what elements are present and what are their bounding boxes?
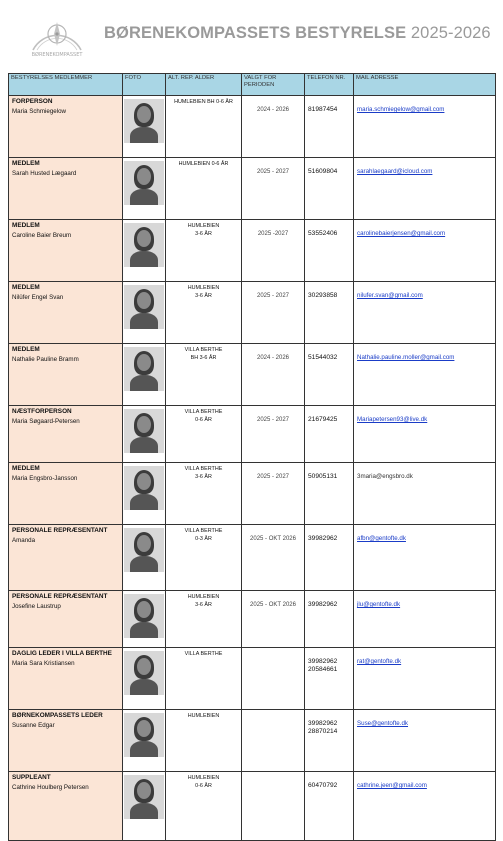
affiliation-cell bbox=[166, 220, 242, 282]
table-row bbox=[9, 344, 496, 406]
photo-cell bbox=[123, 406, 166, 463]
mail-link[interactable]: afbn@gentofte.dk bbox=[357, 535, 406, 542]
table-row bbox=[9, 158, 496, 220]
col-header-rep: ALT. REP. ALDER bbox=[166, 74, 242, 96]
member-cell bbox=[9, 96, 123, 158]
affiliation: HUMLEBIEN bbox=[187, 223, 220, 229]
member-role: DAGLIG LEDER I VILLA BERTHE bbox=[12, 650, 112, 657]
photo-cell bbox=[123, 591, 166, 648]
table-row bbox=[9, 282, 496, 344]
avatar bbox=[124, 775, 164, 819]
photo-cell bbox=[123, 158, 166, 220]
member-name: Maria Sara Kristiansen bbox=[12, 659, 75, 667]
photo-cell bbox=[123, 220, 166, 282]
title-text: BØRENEKOMPASSETS BESTYRELSE bbox=[104, 24, 407, 42]
member-name: Maria Engsbro-Jansson bbox=[12, 474, 78, 482]
table-header-row bbox=[9, 74, 496, 96]
member-cell bbox=[9, 591, 123, 648]
period-cell: 2025 - OKT 2026 bbox=[242, 591, 305, 648]
affiliation: HUMLEBIEN 0-6 ÅR bbox=[178, 161, 229, 167]
member-name: Nilüfer Engel Svan bbox=[12, 293, 64, 301]
photo-cell bbox=[123, 463, 166, 525]
member-cell bbox=[9, 158, 123, 220]
mail-link[interactable]: nilufer.svan@gmail.com bbox=[357, 292, 423, 299]
affiliation-cell bbox=[166, 710, 242, 772]
affiliation: VILLA BERTHE bbox=[184, 466, 223, 472]
table-row bbox=[9, 772, 496, 841]
period-cell bbox=[242, 772, 305, 841]
mail-cell bbox=[354, 591, 496, 648]
phone-number: 39982962 bbox=[308, 720, 338, 727]
member-name: Caroline Baier Breum bbox=[12, 231, 72, 239]
period-cell: 2025 - 2027 bbox=[242, 158, 305, 220]
affiliation: VILLA BERTHE bbox=[184, 347, 223, 353]
phone-number: 39982962 bbox=[308, 658, 338, 665]
mail-cell bbox=[354, 710, 496, 772]
mail-link[interactable]: Mariapetersen93@live.dk bbox=[357, 416, 428, 423]
phone-number: 30293858 bbox=[308, 292, 338, 299]
mail-cell bbox=[354, 463, 496, 525]
phone-number: 21679425 bbox=[308, 416, 338, 423]
photo-cell bbox=[123, 344, 166, 406]
phone-cell bbox=[305, 406, 354, 463]
period-cell: 2025 - OKT 2026 bbox=[242, 525, 305, 591]
col-header-period: VALGT FOR PERIODEN bbox=[242, 74, 305, 96]
col-header-photo: FOTO bbox=[123, 74, 166, 96]
affiliation-age: 0-6 ÅR bbox=[195, 417, 212, 423]
avatar bbox=[124, 409, 164, 453]
affiliation: HUMLEBIEN bbox=[187, 775, 220, 781]
affiliation: HUMLEBIEN bbox=[187, 285, 220, 291]
col-header-phone: TELEFON NR. bbox=[305, 74, 354, 96]
phone-number: 51544032 bbox=[308, 354, 338, 361]
affiliation-age: 3-6 ÅR bbox=[195, 293, 212, 299]
logo-text: BØRENEKOMPASSET bbox=[31, 52, 83, 58]
table-row bbox=[9, 220, 496, 282]
phone-cell bbox=[305, 220, 354, 282]
phone-number: 50905131 bbox=[308, 473, 338, 480]
member-name: Cathrine Houlberg Petersen bbox=[12, 783, 89, 791]
table-row bbox=[9, 591, 496, 648]
member-role: SUPPLEANT bbox=[12, 774, 51, 781]
member-cell bbox=[9, 344, 123, 406]
title-year: 2025-2026 bbox=[410, 24, 491, 42]
avatar bbox=[124, 347, 164, 391]
affiliation-cell bbox=[166, 96, 242, 158]
table-row bbox=[9, 406, 496, 463]
member-cell bbox=[9, 525, 123, 591]
board-table bbox=[8, 73, 496, 841]
mail-cell bbox=[354, 344, 496, 406]
phone-cell bbox=[305, 648, 354, 710]
phone-number: 53552406 bbox=[308, 230, 338, 237]
phone-cell bbox=[305, 591, 354, 648]
mail-link[interactable]: Suse@gentofte.dk bbox=[357, 720, 409, 727]
affiliation: VILLA BERTHE bbox=[184, 651, 223, 657]
table-row bbox=[9, 96, 496, 158]
col-header-mail: MAIL ADRESSE bbox=[354, 74, 496, 96]
member-role: NÆSTFORPERSON bbox=[12, 408, 72, 415]
affiliation-age: 0-6 ÅR bbox=[195, 783, 212, 789]
member-name: Susanne Edgar bbox=[12, 721, 55, 729]
mail-link[interactable]: sarahlaegaard@icloud.com bbox=[357, 168, 433, 175]
phone-cell bbox=[305, 463, 354, 525]
table-row bbox=[9, 525, 496, 591]
mail-link[interactable]: carolinebaierjensen@gmail.com bbox=[357, 230, 446, 237]
photo-cell bbox=[123, 282, 166, 344]
affiliation-cell bbox=[166, 772, 242, 841]
phone-number: 60470792 bbox=[308, 782, 338, 789]
mail-cell bbox=[354, 772, 496, 841]
affiliation-cell bbox=[166, 406, 242, 463]
mail-cell bbox=[354, 525, 496, 591]
table-row bbox=[9, 648, 496, 710]
mail-cell bbox=[354, 158, 496, 220]
affiliation-cell bbox=[166, 648, 242, 710]
phone-number: 81987454 bbox=[308, 106, 338, 113]
phone-cell bbox=[305, 772, 354, 841]
avatar bbox=[124, 594, 164, 638]
affiliation: VILLA BERTHE bbox=[184, 409, 223, 415]
mail-cell bbox=[354, 282, 496, 344]
affiliation-cell bbox=[166, 158, 242, 220]
member-cell bbox=[9, 648, 123, 710]
avatar bbox=[124, 161, 164, 205]
member-role: BØRNEKOMPASSETS LEDER bbox=[12, 712, 103, 719]
period-cell: 2024 - 2026 bbox=[242, 96, 305, 158]
table-row bbox=[9, 710, 496, 772]
member-role: FORPERSON bbox=[12, 98, 53, 105]
photo-cell bbox=[123, 525, 166, 591]
table-row bbox=[9, 463, 496, 525]
member-name: Nathalie Pauline Bramm bbox=[12, 355, 79, 363]
phone-number: 51609804 bbox=[308, 168, 338, 175]
member-name: Maria Søgaard-Petersen bbox=[12, 417, 80, 425]
period-cell: 2024 - 2026 bbox=[242, 344, 305, 406]
phone-cell bbox=[305, 344, 354, 406]
affiliation: HUMLEBIEN bbox=[187, 713, 220, 719]
member-cell bbox=[9, 406, 123, 463]
member-name: Maria Schmiegelow bbox=[12, 107, 66, 115]
affiliation-age: 0-3 ÅR bbox=[195, 536, 212, 542]
avatar bbox=[124, 651, 164, 695]
photo-cell bbox=[123, 772, 166, 841]
phone-cell bbox=[305, 282, 354, 344]
affiliation-cell bbox=[166, 282, 242, 344]
phone-cell bbox=[305, 525, 354, 591]
member-cell bbox=[9, 282, 123, 344]
page-title bbox=[104, 24, 491, 43]
period-cell: 2025 - 2027 bbox=[242, 282, 305, 344]
mail-link[interactable]: 3maria@engsbro.dk bbox=[357, 473, 413, 480]
member-name: Josefine Laustrup bbox=[12, 602, 61, 610]
phone-cell bbox=[305, 158, 354, 220]
mail-link[interactable]: Nathalie.pauline.moller@gmail.com bbox=[357, 354, 455, 361]
period-cell: 2025 -2027 bbox=[242, 220, 305, 282]
avatar bbox=[124, 713, 164, 757]
phone-cell bbox=[305, 96, 354, 158]
avatar bbox=[124, 466, 164, 510]
member-cell bbox=[9, 710, 123, 772]
affiliation-age: 3-6 ÅR bbox=[195, 602, 212, 608]
affiliation: HUMLEBIEN BH 0-6 ÅR bbox=[174, 99, 233, 105]
mail-link[interactable]: maria.schmiegelow@gmail.com bbox=[357, 106, 445, 113]
mail-cell bbox=[354, 96, 496, 158]
affiliation: HUMLEBIEN bbox=[187, 594, 220, 600]
affiliation-cell bbox=[166, 525, 242, 591]
mail-cell bbox=[354, 220, 496, 282]
member-cell bbox=[9, 772, 123, 841]
member-role: PERSONALE REPRÆSENTANT bbox=[12, 527, 108, 534]
mail-cell bbox=[354, 648, 496, 710]
phone-cell bbox=[305, 710, 354, 772]
photo-cell bbox=[123, 648, 166, 710]
avatar bbox=[124, 223, 164, 267]
phone-number-2: 20584661 bbox=[308, 666, 338, 673]
member-role: MEDLEM bbox=[12, 222, 40, 229]
member-name: Sarah Husted Lægaard bbox=[12, 169, 77, 177]
affiliation-cell bbox=[166, 463, 242, 525]
avatar bbox=[124, 285, 164, 329]
period-cell: 2025 - 2027 bbox=[242, 463, 305, 525]
affiliation-cell bbox=[166, 344, 242, 406]
mail-cell bbox=[354, 406, 496, 463]
mail-link[interactable]: cathrine.jeen@gmail.com bbox=[357, 782, 427, 789]
member-name: Amanda bbox=[12, 536, 36, 544]
photo-cell bbox=[123, 96, 166, 158]
period-cell bbox=[242, 710, 305, 772]
logo-icon bbox=[27, 6, 87, 58]
affiliation-age: 3-6 ÅR bbox=[195, 474, 212, 480]
member-role: MEDLEM bbox=[12, 346, 40, 353]
affiliation: VILLA BERTHE bbox=[184, 528, 223, 534]
member-role: PERSONALE REPRÆSENTANT bbox=[12, 593, 108, 600]
phone-number: 39982962 bbox=[308, 601, 338, 608]
affiliation-cell bbox=[166, 591, 242, 648]
affiliation-age: 3-6 ÅR bbox=[195, 231, 212, 237]
affiliation-age: BH 3-6 ÅR bbox=[190, 355, 217, 361]
member-role: MEDLEM bbox=[12, 465, 40, 472]
mail-link[interactable]: rat@gentofte.dk bbox=[357, 658, 402, 665]
avatar bbox=[124, 528, 164, 572]
period-cell bbox=[242, 648, 305, 710]
member-cell bbox=[9, 463, 123, 525]
phone-number-2: 28870214 bbox=[308, 728, 338, 735]
member-cell bbox=[9, 220, 123, 282]
period-cell: 2025 - 2027 bbox=[242, 406, 305, 463]
member-role: MEDLEM bbox=[12, 160, 40, 167]
phone-number: 39982962 bbox=[308, 535, 338, 542]
member-role: MEDLEM bbox=[12, 284, 40, 291]
photo-cell bbox=[123, 710, 166, 772]
mail-link[interactable]: jlu@gentofte.dk bbox=[357, 601, 401, 608]
col-header-members: BESTYRELSES MEDLEMMER bbox=[9, 74, 123, 96]
avatar bbox=[124, 99, 164, 143]
